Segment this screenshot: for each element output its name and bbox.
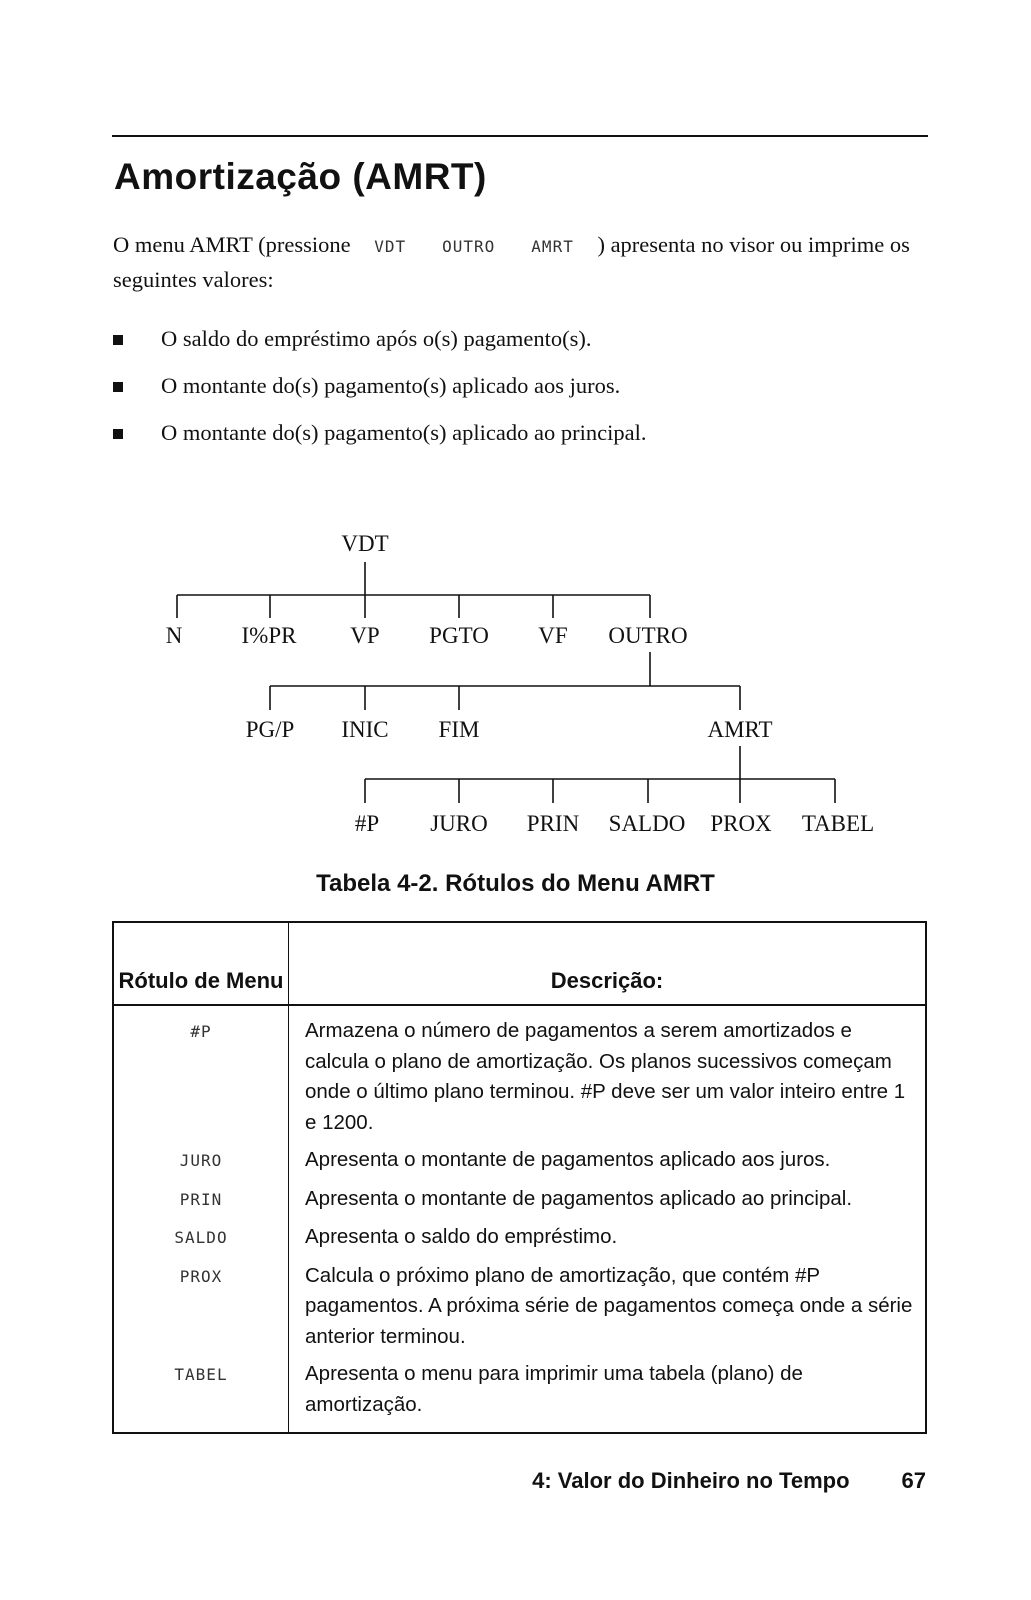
- description-cell: Calcula o próximo plano de amortização, que contém #P pagamentos. A próxima série de pagamentos começa onde a série anterior terminou.: [305, 1263, 913, 1348]
- description-cell: Armazena o número de pagamentos a serem amortizados e calcula o plano de amortização. Os planos sucessivos começam onde o último plano terminou. #P deve ser um valor inteiro entre 1 e 1200.: [305, 1019, 906, 1134]
- tree-node-level3: PROX: [710, 811, 772, 836]
- description-cell: Apresenta o montante de pagamentos aplicado ao principal.: [305, 1186, 853, 1210]
- menu-label-cell: SALDO: [174, 1228, 228, 1247]
- description-cell: Apresenta o montante de pagamentos aplicado aos juros.: [305, 1148, 831, 1171]
- bullet-item: O saldo do empréstimo após o(s) pagamento(s).: [113, 322, 913, 369]
- tree-node-level1: PGTO: [429, 623, 489, 648]
- table-row: [113, 1358, 926, 1433]
- table-row: [113, 1183, 926, 1222]
- menu-label-cell: PRIN: [179, 1189, 223, 1209]
- tree-node-level1: N: [165, 623, 183, 648]
- description-cell: Apresenta o saldo do empréstimo.: [305, 1225, 618, 1248]
- key-outro: OUTRO: [442, 237, 496, 256]
- table-caption: Tabela 4-2. Rótulos do Menu AMRT: [316, 870, 715, 897]
- table-row: [113, 1144, 926, 1183]
- key-vdt: VDT: [374, 237, 407, 256]
- footer-chapter: 4: Valor do Dinheiro no Tempo: [532, 1468, 850, 1493]
- menu-label-cell: PROX: [179, 1266, 223, 1286]
- tree-node-level1: OUTRO: [608, 623, 688, 648]
- tree-node-level1: I%PR: [241, 623, 297, 648]
- menu-label-cell: #P: [190, 1022, 212, 1041]
- page-title: Amortização (AMRT): [114, 156, 487, 197]
- table-row: [113, 1260, 926, 1359]
- tree-node-level3: SALDO: [608, 811, 686, 836]
- intro-text-before: O menu AMRT (pressione: [113, 232, 351, 257]
- tree-node-level2: AMRT: [707, 717, 773, 742]
- menu-labels-table: [112, 921, 927, 1434]
- header-description: Descrição:: [289, 922, 927, 1005]
- tree-lines: [177, 562, 835, 803]
- tree-node-level3: #P: [354, 811, 380, 836]
- tree-node-level3: TABEL: [801, 811, 875, 836]
- table-row: [113, 1005, 926, 1144]
- tree-node-level2: PG/P: [245, 717, 295, 742]
- menu-label-cell: TABEL: [174, 1365, 228, 1384]
- menu-label-cell: JURO: [179, 1151, 223, 1170]
- tree-node-level1: VP: [350, 623, 380, 648]
- bullet-item: O montante do(s) pagamento(s) aplicado ao principal.: [113, 416, 913, 463]
- tree-node-level1: VF: [538, 623, 568, 648]
- table-row: [113, 1221, 926, 1260]
- bullet-item: O montante do(s) pagamento(s) aplicado aos juros.: [113, 369, 913, 416]
- intro-text-after: ) apresenta no visor ou imprime os seguintes valores:: [113, 232, 910, 292]
- table-header-row: [113, 922, 926, 1005]
- header-menu-label: Rótulo de Menu: [113, 922, 289, 1005]
- page-footer: [0, 1468, 926, 1494]
- tree-node-level2: INIC: [341, 717, 389, 742]
- page-number: 67: [901, 1468, 926, 1493]
- tree-node-level3: PRIN: [526, 811, 580, 836]
- tree-node-level3: JURO: [430, 811, 488, 836]
- description-cell: Apresenta o menu para imprimir uma tabela (plano) de amortização.: [305, 1362, 803, 1416]
- tree-node-level2: FIM: [438, 717, 480, 742]
- key-amrt: AMRT: [531, 237, 574, 256]
- tree-node-root: VDT: [341, 531, 389, 556]
